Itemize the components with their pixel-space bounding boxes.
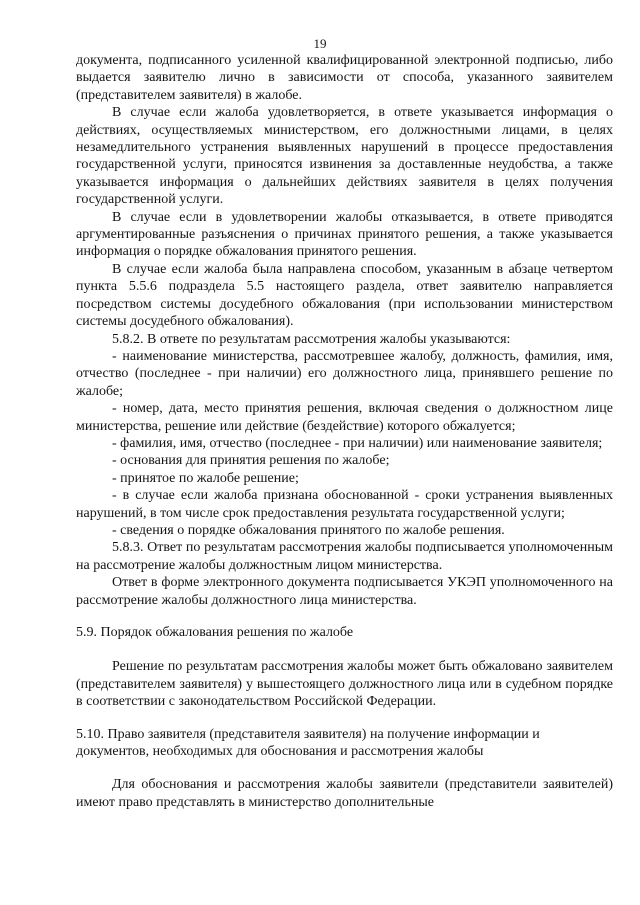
section-5-9-text: Решение по результатам рассмотрения жалобы может быть обжаловано заявителем (представителем заявителя) у вышестоящего должностного лица или в судебном порядке в соответствии с законодательством Российской Федерации. bbox=[76, 659, 613, 710]
list-item-decision-details: - номер, дата, место принятия решения, включая сведения о должностном лице министерства, решение или действие (бездействие) которого обжалуется; bbox=[76, 401, 613, 434]
paragraph-electronic-reply: Ответ в форме электронного документа подписывается УКЭП уполномоченного на рассмотрение жалобы должностного лица министерства. bbox=[76, 575, 613, 608]
paragraph-complaint-rejected: В случае если в удовлетворении жалобы отказывается, в ответе приводятся аргументированные разъяснения о причинах принятого решения, а также указывается информация о порядке обжалования принятого решения. bbox=[76, 209, 613, 260]
section-5-10-title-line1: 5.10. Право заявителя (представителя заявителя) на получение информации и bbox=[76, 726, 540, 742]
list-item-ministry-name: - наименование министерства, рассмотревшее жалобу, должность, фамилия, имя, отчество (последнее - при наличии) его должностного лица, принявшего решение по жалобе; bbox=[76, 348, 613, 399]
section-5-9-title: 5.9. Порядок обжалования решения по жалобе bbox=[76, 625, 354, 640]
list-item-applicant-name: - фамилия, имя, отчество (последнее - при наличии) или наименование заявителя; bbox=[112, 435, 603, 451]
paragraph-pretrial-system: В случае если жалоба была направлена способом, указанным в абзаце четвертом пункта 5.5.6 подраздела 5.5 настоящего раздела, ответ заявителю направляется посредством системы досудебного обжалования (при использовании министерством системы досудебного обжалования). bbox=[76, 261, 613, 330]
list-item-decision: - принятое по жалобе решение; bbox=[112, 470, 299, 486]
paragraph-reply-delivery: документа, подписанного усиленной квалифицированной электронной подписью, либо выдается заявителю лично в зависимости от способа, указанного заявителем (представителем заявителя) в жалобе. bbox=[76, 53, 613, 103]
clause-5-8-2: 5.8.2. В ответе по результатам рассмотрения жалобы указываются: bbox=[112, 331, 511, 347]
paragraph-complaint-satisfied: В случае если жалоба удовлетворяется, в ответе указывается информация о действиях, осуществляемых министерством, его должностными лицами, в целях незамедлительного устранения выявленных нарушений в процессе предоставления государственной услуги, приносятся извинения за доставленные неудобства, а также указывается информация о дальнейших действиях заявителя в целях получения государственной услуги. bbox=[76, 105, 613, 208]
section-5-10-text: Для обоснования и рассмотрения жалобы заявители (представители заявителей) имеют право представлять в министерство дополнительные bbox=[76, 777, 613, 810]
section-5-10-title-line2: документов, необходимых для обоснования и рассмотрения жалобы bbox=[76, 744, 484, 760]
clause-5-8-3: 5.8.3. Ответ по результатам рассмотрения жалобы подписывается уполномоченным на рассмотрение жалобы должностным лицом министерства. bbox=[76, 540, 613, 573]
document-body bbox=[76, 52, 613, 811]
list-item-appeal-procedure: - сведения о порядке обжалования принятого по жалобе решения. bbox=[112, 522, 505, 538]
list-item-grounds: - основания для принятия решения по жалобе; bbox=[112, 453, 390, 469]
page-number: 19 bbox=[313, 36, 327, 51]
list-item-deadlines: - в случае если жалоба признана обоснованной - сроки устранения выявленных нарушений, в том числе срок предоставления результата государственной услуги; bbox=[76, 488, 613, 521]
